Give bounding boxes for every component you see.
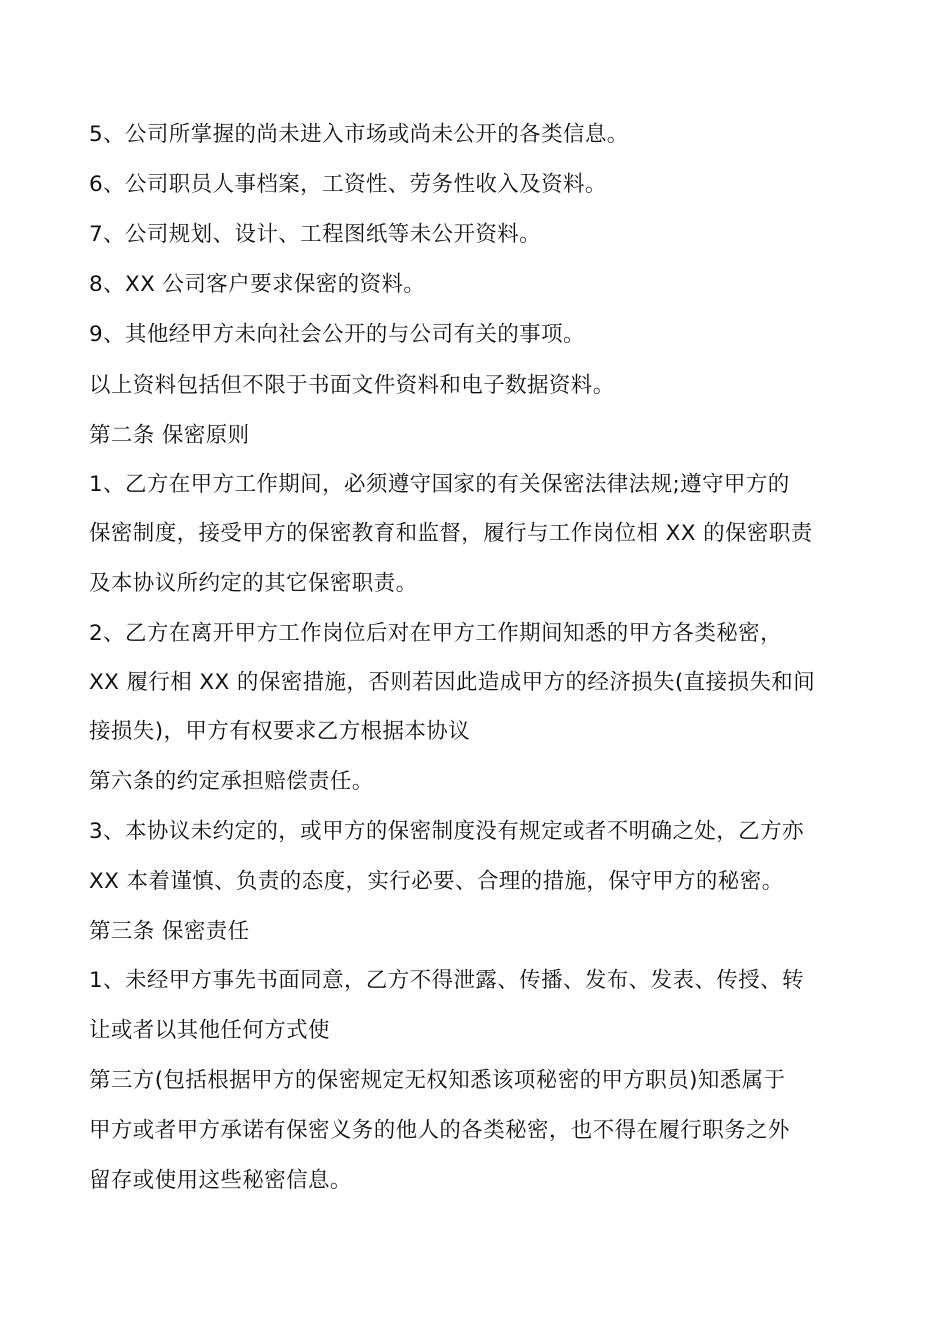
- text-line: 留存或使用这些秘密信息。: [89, 1168, 352, 1193]
- text-line: XX 履行相 XX 的保密措施，否则若因此造成甲方的经济损失(直接损失和间: [89, 670, 816, 695]
- text-line: 第三方(包括根据甲方的保密规定无权知悉该项秘密的甲方职员)知悉属于: [89, 1068, 786, 1093]
- text-line: 6、公司职员人事档案，工资性、劳务性收入及资料。: [89, 172, 607, 197]
- text-line: 7、公司规划、设计、工程图纸等未公开资料。: [89, 222, 542, 247]
- text-line: 接损失)，甲方有权要求乙方根据本协议: [89, 719, 471, 744]
- text-line: XX 本着谨慎、负责的态度，实行必要、合理的措施，保守甲方的秘密。: [89, 869, 784, 894]
- section-heading: 第二条 保密原则: [89, 423, 250, 448]
- text-line: 及本协议所约定的其它保密职责。: [89, 571, 418, 596]
- text-line: 8、XX 公司客户要求保密的资料。: [89, 272, 426, 297]
- text-line: 1、未经甲方事先书面同意，乙方不得泄露、传播、发布、发表、传授、转: [89, 968, 804, 993]
- text-line: 5、公司所掌握的尚未进入市场或尚未公开的各类信息。: [89, 122, 629, 147]
- text-line: 以上资料包括但不限于书面文件资料和电子数据资料。: [89, 373, 615, 398]
- text-line: 1、乙方在甲方工作期间，必须遵守国家的有关保密法律法规;遵守甲方的: [89, 472, 790, 497]
- text-line: 3、本协议未约定的，或甲方的保密制度没有规定或者不明确之处，乙方亦: [89, 819, 804, 844]
- text-line: 让或者以其他任何方式使: [89, 1018, 330, 1043]
- text-line: 9、其他经甲方未向社会公开的与公司有关的事项。: [89, 322, 585, 347]
- text-line: 2、乙方在离开甲方工作岗位后对在甲方工作期间知悉的甲方各类秘密，: [89, 621, 782, 646]
- text-line: 第六条的约定承担赔偿责任。: [89, 769, 374, 794]
- text-line: 甲方或者甲方承诺有保密义务的他人的各类秘密，也不得在履行职务之外: [89, 1118, 790, 1143]
- section-heading: 第三条 保密责任: [89, 919, 250, 944]
- text-line: 保密制度，接受甲方的保密教育和监督，履行与工作岗位相 XX 的保密职责: [89, 521, 813, 546]
